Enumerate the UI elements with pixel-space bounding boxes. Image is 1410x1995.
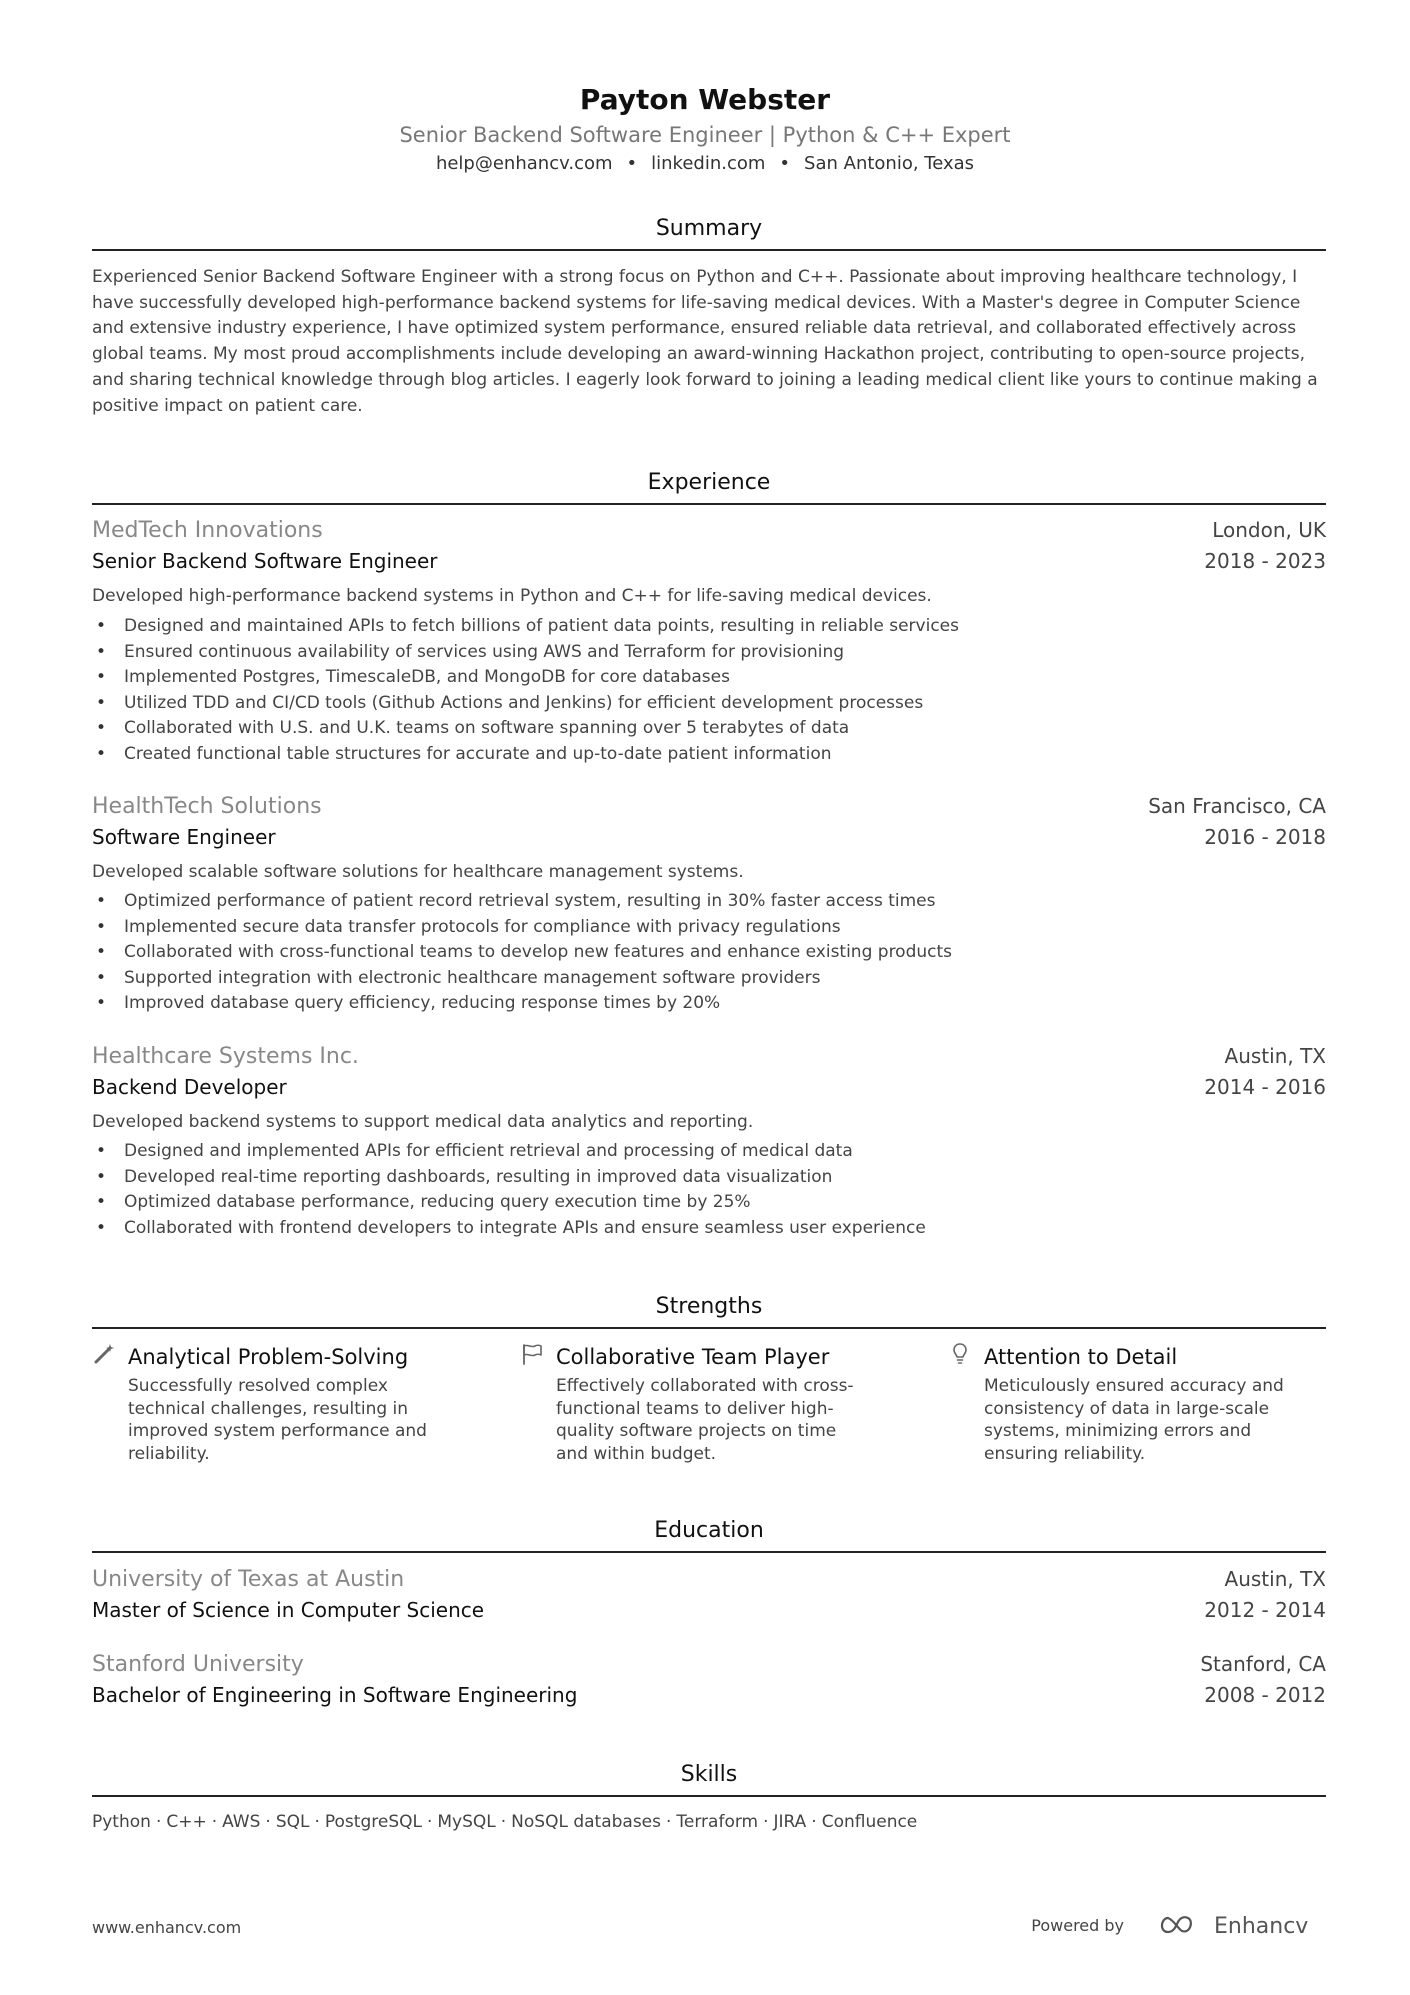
job-header [92,1044,1326,1074]
summary-text: Experienced Senior Backend Software Engineer with a strong focus on Python and C++. Passionate about improving healthcare technology, I have successfully developed high-performance backend systems for life-saving medical devices. With a Master's degree in Computer Science and extensive industry experience, I have optimized system performance, ensured reliable data retrieval, and collaborated effectively across global teams. My most proud accomplishments include developing an award-winning Hackathon project, contributing to open-source projects, and sharing technical knowledge through blog articles. I eagerly look forward to joining a leading medical client like yours to continue making a positive impact on patient care. [92,267,1318,416]
job-description: Developed high-performance backend systems in Python and C++ for life-saving medical devices. [92,586,932,606]
contact-separator: • [626,153,638,174]
skill-item: Python [92,1812,151,1832]
list-item: • Implemented secure data transfer protocols for compliance with privacy regulations [92,915,1326,941]
list-item: • Improved database query efficiency, reducing response times by 20% [92,991,1326,1017]
list-item: • Created functional table structures for accurate and up-to-date patient information [92,742,1326,768]
section-divider [92,503,1326,505]
education-school: Stanford University [92,1652,304,1677]
powered-by-label: Powered by [1031,1916,1124,1935]
list-item: • Implemented Postgres, TimescaleDB, and MongoDB for core databases [92,665,1326,691]
education-header [92,1652,1326,1682]
job-description: Developed scalable software solutions for healthcare management systems. [92,862,744,882]
contact-line [0,150,1410,178]
list-item: • Collaborated with cross-functional teams to develop new features and enhance existing products [92,940,1326,966]
footer-website-link[interactable]: www.enhancv.com [92,1918,242,1937]
lightbulb-icon [948,1342,972,1366]
list-item: • Collaborated with U.S. and U.K. teams on software spanning over 5 terabytes of data [92,716,1326,742]
flag-icon [520,1342,544,1366]
job-dates: 2018 - 2023 [1204,549,1326,573]
skills-list: Python · C++ · AWS · SQL · PostgreSQL · MySQL · NoSQL databases · Terraform · JIRA · Confluence [92,1812,918,1832]
list-item: • Ensured continuous availability of services using AWS and Terraform for provisioning [92,640,1326,666]
skill-item: Confluence [821,1812,918,1832]
skill-item: MySQL [437,1812,496,1832]
job-subheader [92,825,1326,855]
job-location: Austin, TX [1224,1044,1326,1068]
education-subheader [92,1683,1326,1713]
strength-title: Analytical Problem-Solving [128,1345,409,1369]
contact-location: San Antonio, Texas [804,153,975,174]
job-bullets [92,889,1326,1017]
job-header [92,794,1326,824]
job-bullets [92,614,1326,768]
section-divider [92,1551,1326,1553]
list-item: • Designed and maintained APIs to fetch billions of patient data points, resulting in reliable services [92,614,1326,640]
strength-title: Collaborative Team Player [556,1345,830,1369]
list-item: • Collaborated with frontend developers to integrate APIs and ensure seamless user experience [92,1216,1326,1242]
job-subheader [92,549,1326,579]
strength-title: Attention to Detail [984,1345,1178,1369]
skills-heading: Skills [680,1762,738,1787]
skill-item: NoSQL databases [511,1812,661,1832]
contact-email[interactable]: help@enhancv.com [435,153,613,174]
education-header [92,1567,1326,1597]
education-heading: Education [654,1518,764,1543]
job-role: Senior Backend Software Engineer [92,549,438,573]
job-company: Healthcare Systems Inc. [92,1044,359,1069]
education-school: University of Texas at Austin [92,1567,405,1592]
job-location: London, UK [1212,518,1326,542]
education-location: Austin, TX [1224,1567,1326,1591]
experience-heading: Experience [647,470,771,495]
contact-linkedin[interactable]: linkedin.com [651,153,766,174]
job-bullets [92,1139,1326,1241]
job-dates: 2016 - 2018 [1204,825,1326,849]
skill-item: C++ [166,1812,207,1832]
section-divider [92,249,1326,251]
list-item: • Designed and implemented APIs for efficient retrieval and processing of medical data [92,1139,1326,1165]
resume-header [0,80,1410,178]
job-company: HealthTech Solutions [92,794,322,819]
list-item: • Optimized performance of patient record retrieval system, resulting in 30% faster access times [92,889,1326,915]
job-header [92,518,1326,548]
skill-item: JIRA [773,1812,807,1832]
job-role: Software Engineer [92,825,276,849]
job-role: Backend Developer [92,1075,287,1099]
enhancv-logo [1154,1908,1314,1942]
education-dates: 2012 - 2014 [1204,1598,1326,1622]
education-location: Stanford, CA [1200,1652,1326,1676]
job-location: San Francisco, CA [1148,794,1326,818]
job-subheader [92,1075,1326,1105]
job-dates: 2014 - 2016 [1204,1075,1326,1099]
list-item: • Utilized TDD and CI/CD tools (Github Actions and Jenkins) for efficient development processes [92,691,1326,717]
candidate-name: Payton Webster [579,83,831,116]
summary-heading: Summary [655,216,763,241]
section-divider [92,1327,1326,1329]
brand-name: Enhancv [1214,1914,1309,1939]
education-degree: Master of Science in Computer Science [92,1598,485,1622]
strength-description: Effectively collaborated with cross-functional teams to deliver high-quality software projects on time and within budget. [556,1376,854,1464]
strength-description: Meticulously ensured accuracy and consistency of data in large-scale systems, minimizing errors and ensuring reliability. [984,1376,1284,1464]
list-item: • Optimized database performance, reducing query execution time by 25% [92,1190,1326,1216]
list-item: • Supported integration with electronic healthcare management software providers [92,966,1326,992]
candidate-title: Senior Backend Software Engineer | Python & C++ Expert [399,123,1011,147]
skill-item: SQL [275,1812,310,1832]
skill-item: AWS [222,1812,261,1832]
magic-wand-icon [92,1342,116,1366]
section-divider [92,1795,1326,1797]
job-company: MedTech Innovations [92,518,323,543]
education-dates: 2008 - 2012 [1204,1683,1326,1707]
skill-item: Terraform [676,1812,759,1832]
job-description: Developed backend systems to support medical data analytics and reporting. [92,1112,754,1132]
contact-separator: • [779,153,791,174]
education-degree: Bachelor of Engineering in Software Engineering [92,1683,578,1707]
skill-item: PostgreSQL [324,1812,422,1832]
education-subheader [92,1598,1326,1628]
list-item: • Developed real-time reporting dashboards, resulting in improved data visualization [92,1165,1326,1191]
strength-description: Successfully resolved complex technical challenges, resulting in improved system performance and reliability. [128,1376,427,1464]
strengths-heading: Strengths [655,1294,763,1319]
